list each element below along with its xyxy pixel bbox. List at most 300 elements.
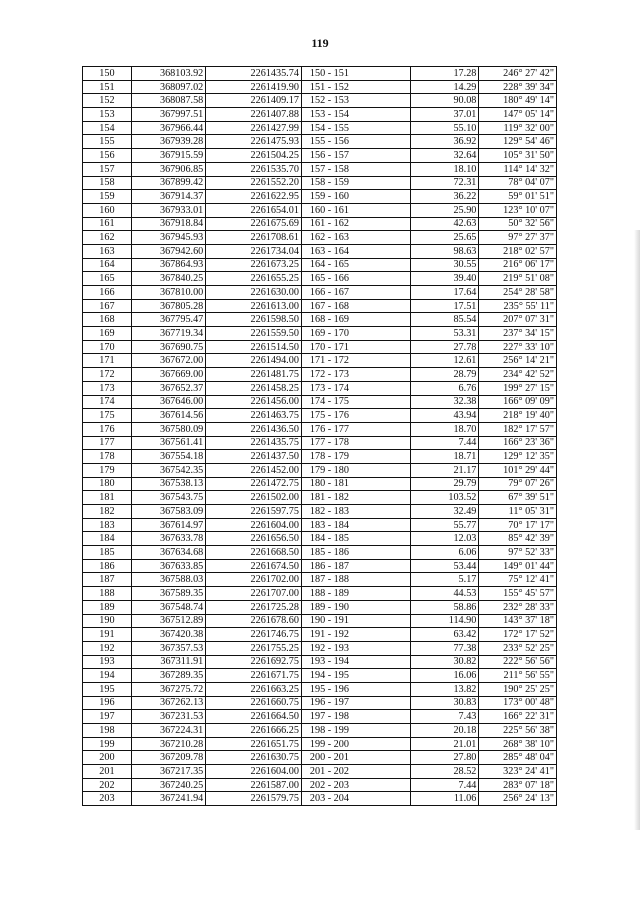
y-coordinate-cell: 2261707.00 xyxy=(206,587,302,601)
x-coordinate-cell: 367914.37 xyxy=(131,190,205,204)
table-row xyxy=(83,737,557,751)
segment-cell: 178 - 179 xyxy=(301,450,410,464)
segment-cell: 188 - 189 xyxy=(301,587,410,601)
bearing-cell: 219° 51' 08" xyxy=(479,272,557,286)
x-coordinate-cell: 367262.13 xyxy=(131,696,205,710)
table-row xyxy=(83,217,557,231)
segment-cell: 165 - 166 xyxy=(301,272,410,286)
bearing-cell: 143° 37' 18" xyxy=(479,614,557,628)
point-number-cell: 164 xyxy=(83,258,132,272)
length-cell: 21.17 xyxy=(411,463,479,477)
y-coordinate-cell: 2261456.00 xyxy=(206,395,302,409)
x-coordinate-cell: 367210.28 xyxy=(131,737,205,751)
y-coordinate-cell: 2261502.00 xyxy=(206,491,302,505)
x-coordinate-cell: 367357.53 xyxy=(131,641,205,655)
segment-cell: 192 - 193 xyxy=(301,641,410,655)
y-coordinate-cell: 2261435.74 xyxy=(206,67,302,81)
x-coordinate-cell: 367805.28 xyxy=(131,299,205,313)
y-coordinate-cell: 2261671.75 xyxy=(206,669,302,683)
y-coordinate-cell: 2261427.99 xyxy=(206,121,302,135)
x-coordinate-cell: 367217.35 xyxy=(131,765,205,779)
point-number-cell: 188 xyxy=(83,587,132,601)
table-row xyxy=(83,518,557,532)
bearing-cell: 75° 12' 41" xyxy=(479,573,557,587)
bearing-cell: 234° 42' 52" xyxy=(479,368,557,382)
x-coordinate-cell: 367864.93 xyxy=(131,258,205,272)
bearing-cell: 147° 05' 14" xyxy=(479,108,557,122)
segment-cell: 182 - 183 xyxy=(301,505,410,519)
length-cell: 12.03 xyxy=(411,532,479,546)
bearing-cell: 246° 27' 42" xyxy=(479,67,557,81)
y-coordinate-cell: 2261630.75 xyxy=(206,751,302,765)
bearing-cell: 190° 25' 25" xyxy=(479,682,557,696)
x-coordinate-cell: 367275.72 xyxy=(131,682,205,696)
x-coordinate-cell: 367538.13 xyxy=(131,477,205,491)
bearing-cell: 78° 04' 07" xyxy=(479,176,557,190)
x-coordinate-cell: 367669.00 xyxy=(131,368,205,382)
x-coordinate-cell: 367588.03 xyxy=(131,573,205,587)
length-cell: 53.31 xyxy=(411,327,479,341)
segment-cell: 202 - 203 xyxy=(301,778,410,792)
segment-cell: 151 - 152 xyxy=(301,80,410,94)
x-coordinate-cell: 367633.78 xyxy=(131,532,205,546)
bearing-cell: 67° 39' 51" xyxy=(479,491,557,505)
segment-cell: 172 - 173 xyxy=(301,368,410,382)
segment-cell: 171 - 172 xyxy=(301,354,410,368)
point-number-cell: 202 xyxy=(83,778,132,792)
point-number-cell: 183 xyxy=(83,518,132,532)
bearing-cell: 228° 39' 34" xyxy=(479,80,557,94)
length-cell: 7.43 xyxy=(411,710,479,724)
table-row xyxy=(83,573,557,587)
x-coordinate-cell: 367997.51 xyxy=(131,108,205,122)
length-cell: 39.40 xyxy=(411,272,479,286)
table-row xyxy=(83,299,557,313)
bearing-cell: 11° 05' 31" xyxy=(479,505,557,519)
segment-cell: 177 - 178 xyxy=(301,436,410,450)
bearing-cell: 235° 55' 11" xyxy=(479,299,557,313)
length-cell: 36.92 xyxy=(411,135,479,149)
point-number-cell: 190 xyxy=(83,614,132,628)
y-coordinate-cell: 2261656.50 xyxy=(206,532,302,546)
x-coordinate-cell: 367939.28 xyxy=(131,135,205,149)
y-coordinate-cell: 2261435.75 xyxy=(206,436,302,450)
x-coordinate-cell: 367224.31 xyxy=(131,724,205,738)
segment-cell: 183 - 184 xyxy=(301,518,410,532)
point-number-cell: 200 xyxy=(83,751,132,765)
bearing-cell: 155° 45' 57" xyxy=(479,587,557,601)
y-coordinate-cell: 2261559.50 xyxy=(206,327,302,341)
point-number-cell: 191 xyxy=(83,628,132,642)
segment-cell: 191 - 192 xyxy=(301,628,410,642)
x-coordinate-cell: 368103.92 xyxy=(131,67,205,81)
segment-cell: 170 - 171 xyxy=(301,340,410,354)
point-number-cell: 198 xyxy=(83,724,132,738)
point-number-cell: 162 xyxy=(83,231,132,245)
x-coordinate-cell: 367614.97 xyxy=(131,518,205,532)
table-row xyxy=(83,655,557,669)
point-number-cell: 197 xyxy=(83,710,132,724)
length-cell: 32.64 xyxy=(411,149,479,163)
point-number-cell: 151 xyxy=(83,80,132,94)
x-coordinate-cell: 367840.25 xyxy=(131,272,205,286)
length-cell: 7.44 xyxy=(411,778,479,792)
y-coordinate-cell: 2261675.69 xyxy=(206,217,302,231)
length-cell: 36.22 xyxy=(411,190,479,204)
length-cell: 72.31 xyxy=(411,176,479,190)
x-coordinate-cell: 367690.75 xyxy=(131,340,205,354)
y-coordinate-cell: 2261598.50 xyxy=(206,313,302,327)
y-coordinate-cell: 2261664.50 xyxy=(206,710,302,724)
table-row xyxy=(83,231,557,245)
table-row xyxy=(83,696,557,710)
bearing-cell: 237° 34' 15" xyxy=(479,327,557,341)
segment-cell: 199 - 200 xyxy=(301,737,410,751)
bearing-cell: 207° 07' 31" xyxy=(479,313,557,327)
bearing-cell: 105° 31' 50" xyxy=(479,149,557,163)
bearing-cell: 59° 01' 51" xyxy=(479,190,557,204)
point-number-cell: 173 xyxy=(83,381,132,395)
x-coordinate-cell: 367241.94 xyxy=(131,792,205,806)
segment-cell: 175 - 176 xyxy=(301,409,410,423)
segment-cell: 153 - 154 xyxy=(301,108,410,122)
table-row xyxy=(83,614,557,628)
x-coordinate-cell: 367240.25 xyxy=(131,778,205,792)
point-number-cell: 165 xyxy=(83,272,132,286)
y-coordinate-cell: 2261604.00 xyxy=(206,765,302,779)
length-cell: 55.10 xyxy=(411,121,479,135)
coordinates-table-body xyxy=(83,67,557,806)
x-coordinate-cell: 367646.00 xyxy=(131,395,205,409)
table-row xyxy=(83,422,557,436)
table-row xyxy=(83,203,557,217)
x-coordinate-cell: 367634.68 xyxy=(131,546,205,560)
x-coordinate-cell: 367614.56 xyxy=(131,409,205,423)
segment-cell: 180 - 181 xyxy=(301,477,410,491)
segment-cell: 164 - 165 xyxy=(301,258,410,272)
bearing-cell: 323° 24' 41" xyxy=(479,765,557,779)
point-number-cell: 171 xyxy=(83,354,132,368)
length-cell: 63.42 xyxy=(411,628,479,642)
point-number-cell: 194 xyxy=(83,669,132,683)
bearing-cell: 173° 00' 48" xyxy=(479,696,557,710)
segment-cell: 154 - 155 xyxy=(301,121,410,135)
y-coordinate-cell: 2261630.00 xyxy=(206,286,302,300)
y-coordinate-cell: 2261674.50 xyxy=(206,559,302,573)
segment-cell: 152 - 153 xyxy=(301,94,410,108)
y-coordinate-cell: 2261708.61 xyxy=(206,231,302,245)
y-coordinate-cell: 2261746.75 xyxy=(206,628,302,642)
y-coordinate-cell: 2261475.93 xyxy=(206,135,302,149)
point-number-cell: 175 xyxy=(83,409,132,423)
x-coordinate-cell: 367548.74 xyxy=(131,600,205,614)
segment-cell: 173 - 174 xyxy=(301,381,410,395)
length-cell: 17.51 xyxy=(411,299,479,313)
length-cell: 6.06 xyxy=(411,546,479,560)
bearing-cell: 97° 27' 37" xyxy=(479,231,557,245)
y-coordinate-cell: 2261419.90 xyxy=(206,80,302,94)
table-row xyxy=(83,190,557,204)
point-number-cell: 195 xyxy=(83,682,132,696)
point-number-cell: 168 xyxy=(83,313,132,327)
table-row xyxy=(83,80,557,94)
bearing-cell: 283° 07' 18" xyxy=(479,778,557,792)
bearing-cell: 70° 17' 17" xyxy=(479,518,557,532)
y-coordinate-cell: 2261654.01 xyxy=(206,203,302,217)
y-coordinate-cell: 2261409.17 xyxy=(206,94,302,108)
point-number-cell: 176 xyxy=(83,422,132,436)
length-cell: 114.90 xyxy=(411,614,479,628)
x-coordinate-cell: 367311.91 xyxy=(131,655,205,669)
table-row xyxy=(83,327,557,341)
segment-cell: 194 - 195 xyxy=(301,669,410,683)
point-number-cell: 172 xyxy=(83,368,132,382)
segment-cell: 195 - 196 xyxy=(301,682,410,696)
bearing-cell: 256° 24' 13" xyxy=(479,792,557,806)
point-number-cell: 199 xyxy=(83,737,132,751)
y-coordinate-cell: 2261452.00 xyxy=(206,463,302,477)
bearing-cell: 85° 42' 39" xyxy=(479,532,557,546)
bearing-cell: 114° 14' 32" xyxy=(479,162,557,176)
segment-cell: 176 - 177 xyxy=(301,422,410,436)
point-number-cell: 182 xyxy=(83,505,132,519)
bearing-cell: 268° 38' 10" xyxy=(479,737,557,751)
page-number: 119 xyxy=(311,36,329,50)
y-coordinate-cell: 2261463.75 xyxy=(206,409,302,423)
bearing-cell: 225° 56' 38" xyxy=(479,724,557,738)
point-number-cell: 154 xyxy=(83,121,132,135)
bearing-cell: 129° 54' 46" xyxy=(479,135,557,149)
table-row xyxy=(83,409,557,423)
point-number-cell: 178 xyxy=(83,450,132,464)
bearing-cell: 97° 52' 33" xyxy=(479,546,557,560)
length-cell: 25.90 xyxy=(411,203,479,217)
bearing-cell: 222° 56' 56" xyxy=(479,655,557,669)
table-row xyxy=(83,505,557,519)
bearing-cell: 182° 17' 57" xyxy=(479,422,557,436)
segment-cell: 181 - 182 xyxy=(301,491,410,505)
table-row xyxy=(83,669,557,683)
table-row xyxy=(83,436,557,450)
x-coordinate-cell: 367899.42 xyxy=(131,176,205,190)
y-coordinate-cell: 2261437.50 xyxy=(206,450,302,464)
x-coordinate-cell: 367719.34 xyxy=(131,327,205,341)
bearing-cell: 166° 09' 09" xyxy=(479,395,557,409)
point-number-cell: 153 xyxy=(83,108,132,122)
table-row xyxy=(83,778,557,792)
point-number-cell: 169 xyxy=(83,327,132,341)
table-row xyxy=(83,491,557,505)
y-coordinate-cell: 2261663.25 xyxy=(206,682,302,696)
length-cell: 37.01 xyxy=(411,108,479,122)
point-number-cell: 184 xyxy=(83,532,132,546)
table-row xyxy=(83,67,557,81)
length-cell: 42.63 xyxy=(411,217,479,231)
y-coordinate-cell: 2261597.75 xyxy=(206,505,302,519)
length-cell: 90.08 xyxy=(411,94,479,108)
y-coordinate-cell: 2261604.00 xyxy=(206,518,302,532)
point-number-cell: 152 xyxy=(83,94,132,108)
point-number-cell: 196 xyxy=(83,696,132,710)
table-row xyxy=(83,628,557,642)
point-number-cell: 160 xyxy=(83,203,132,217)
point-number-cell: 166 xyxy=(83,286,132,300)
length-cell: 30.55 xyxy=(411,258,479,272)
segment-cell: 198 - 199 xyxy=(301,724,410,738)
x-coordinate-cell: 367420.38 xyxy=(131,628,205,642)
bearing-cell: 233° 52' 25" xyxy=(479,641,557,655)
length-cell: 27.80 xyxy=(411,751,479,765)
y-coordinate-cell: 2261734.04 xyxy=(206,244,302,258)
y-coordinate-cell: 2261579.75 xyxy=(206,792,302,806)
length-cell: 28.52 xyxy=(411,765,479,779)
table-row xyxy=(83,244,557,258)
segment-cell: 196 - 197 xyxy=(301,696,410,710)
segment-cell: 189 - 190 xyxy=(301,600,410,614)
length-cell: 32.38 xyxy=(411,395,479,409)
x-coordinate-cell: 367561.41 xyxy=(131,436,205,450)
length-cell: 20.18 xyxy=(411,724,479,738)
segment-cell: 190 - 191 xyxy=(301,614,410,628)
y-coordinate-cell: 2261622.95 xyxy=(206,190,302,204)
length-cell: 30.82 xyxy=(411,655,479,669)
x-coordinate-cell: 368097.02 xyxy=(131,80,205,94)
length-cell: 12.61 xyxy=(411,354,479,368)
length-cell: 77.38 xyxy=(411,641,479,655)
y-coordinate-cell: 2261678.60 xyxy=(206,614,302,628)
point-number-cell: 161 xyxy=(83,217,132,231)
length-cell: 58.86 xyxy=(411,600,479,614)
table-row xyxy=(83,162,557,176)
point-number-cell: 155 xyxy=(83,135,132,149)
x-coordinate-cell: 367554.18 xyxy=(131,450,205,464)
point-number-cell: 189 xyxy=(83,600,132,614)
table-row xyxy=(83,286,557,300)
table-row xyxy=(83,546,557,560)
table-row xyxy=(83,450,557,464)
length-cell: 21.01 xyxy=(411,737,479,751)
y-coordinate-cell: 2261613.00 xyxy=(206,299,302,313)
point-number-cell: 170 xyxy=(83,340,132,354)
x-coordinate-cell: 367915.59 xyxy=(131,149,205,163)
bearing-cell: 227° 33' 10" xyxy=(479,340,557,354)
bearing-cell: 180° 49' 14" xyxy=(479,94,557,108)
bearing-cell: 218° 19' 40" xyxy=(479,409,557,423)
x-coordinate-cell: 367652.37 xyxy=(131,381,205,395)
segment-cell: 157 - 158 xyxy=(301,162,410,176)
y-coordinate-cell: 2261407.88 xyxy=(206,108,302,122)
x-coordinate-cell: 367933.01 xyxy=(131,203,205,217)
point-number-cell: 180 xyxy=(83,477,132,491)
length-cell: 7.44 xyxy=(411,436,479,450)
y-coordinate-cell: 2261587.00 xyxy=(206,778,302,792)
length-cell: 13.82 xyxy=(411,682,479,696)
length-cell: 17.64 xyxy=(411,286,479,300)
table-row xyxy=(83,463,557,477)
bearing-cell: 123° 10' 07" xyxy=(479,203,557,217)
bearing-cell: 50° 32' 56" xyxy=(479,217,557,231)
table-row xyxy=(83,477,557,491)
y-coordinate-cell: 2261668.50 xyxy=(206,546,302,560)
point-number-cell: 156 xyxy=(83,149,132,163)
x-coordinate-cell: 367633.85 xyxy=(131,559,205,573)
segment-cell: 184 - 185 xyxy=(301,532,410,546)
length-cell: 27.78 xyxy=(411,340,479,354)
table-row xyxy=(83,108,557,122)
bearing-cell: 285° 48' 04" xyxy=(479,751,557,765)
point-number-cell: 157 xyxy=(83,162,132,176)
segment-cell: 163 - 164 xyxy=(301,244,410,258)
y-coordinate-cell: 2261666.25 xyxy=(206,724,302,738)
bearing-cell: 256° 14' 21" xyxy=(479,354,557,368)
x-coordinate-cell: 367289.35 xyxy=(131,669,205,683)
x-coordinate-cell: 368087.58 xyxy=(131,94,205,108)
table-row xyxy=(83,682,557,696)
point-number-cell: 201 xyxy=(83,765,132,779)
y-coordinate-cell: 2261514.50 xyxy=(206,340,302,354)
bearing-cell: 119° 32' 00" xyxy=(479,121,557,135)
length-cell: 6.76 xyxy=(411,381,479,395)
segment-cell: 200 - 201 xyxy=(301,751,410,765)
y-coordinate-cell: 2261755.25 xyxy=(206,641,302,655)
x-coordinate-cell: 367945.93 xyxy=(131,231,205,245)
x-coordinate-cell: 367542.35 xyxy=(131,463,205,477)
y-coordinate-cell: 2261692.75 xyxy=(206,655,302,669)
bearing-cell: 166° 22' 31" xyxy=(479,710,557,724)
segment-cell: 174 - 175 xyxy=(301,395,410,409)
length-cell: 53.44 xyxy=(411,559,479,573)
y-coordinate-cell: 2261673.25 xyxy=(206,258,302,272)
table-row xyxy=(83,724,557,738)
segment-cell: 197 - 198 xyxy=(301,710,410,724)
segment-cell: 203 - 204 xyxy=(301,792,410,806)
length-cell: 85.54 xyxy=(411,313,479,327)
segment-cell: 168 - 169 xyxy=(301,313,410,327)
segment-cell: 162 - 163 xyxy=(301,231,410,245)
y-coordinate-cell: 2261552.20 xyxy=(206,176,302,190)
bearing-cell: 211° 56' 55" xyxy=(479,669,557,683)
x-coordinate-cell: 367942.60 xyxy=(131,244,205,258)
bearing-cell: 199° 27' 15" xyxy=(479,381,557,395)
table-row xyxy=(83,176,557,190)
table-row xyxy=(83,792,557,806)
segment-cell: 185 - 186 xyxy=(301,546,410,560)
y-coordinate-cell: 2261472.75 xyxy=(206,477,302,491)
table-row xyxy=(83,381,557,395)
length-cell: 25.65 xyxy=(411,231,479,245)
x-coordinate-cell: 367810.00 xyxy=(131,286,205,300)
table-row xyxy=(83,395,557,409)
segment-cell: 161 - 162 xyxy=(301,217,410,231)
y-coordinate-cell: 2261535.70 xyxy=(206,162,302,176)
length-cell: 55.77 xyxy=(411,518,479,532)
table-row xyxy=(83,94,557,108)
length-cell: 98.63 xyxy=(411,244,479,258)
point-number-cell: 193 xyxy=(83,655,132,669)
y-coordinate-cell: 2261494.00 xyxy=(206,354,302,368)
point-number-cell: 167 xyxy=(83,299,132,313)
table-row xyxy=(83,559,557,573)
point-number-cell: 158 xyxy=(83,176,132,190)
table-row xyxy=(83,313,557,327)
point-number-cell: 192 xyxy=(83,641,132,655)
segment-cell: 193 - 194 xyxy=(301,655,410,669)
segment-cell: 156 - 157 xyxy=(301,149,410,163)
bearing-cell: 172° 17' 52" xyxy=(479,628,557,642)
point-number-cell: 163 xyxy=(83,244,132,258)
y-coordinate-cell: 2261655.25 xyxy=(206,272,302,286)
segment-cell: 167 - 168 xyxy=(301,299,410,313)
